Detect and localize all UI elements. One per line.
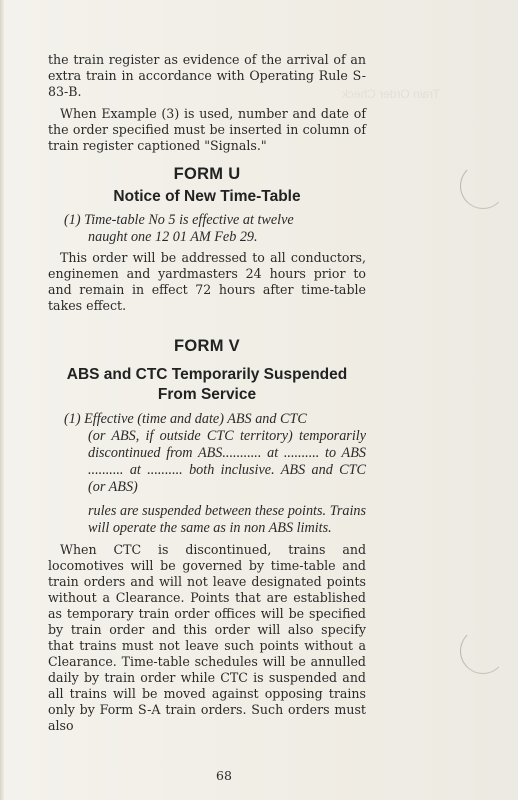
- form-v-subtitle: ABS and CTC Temporarily Suspended: [66, 366, 348, 383]
- paragraph: This order will be addressed to all conductors, enginemen and yardmasters 24 hours prior to and remain in effect 72 hours after time-table takes effect.: [48, 250, 366, 313]
- paragraph: When Example (3) is used, number and date of the order specified must be inserted in column of train register captioned "Signals.": [48, 106, 366, 153]
- show-through-text: Train Order Check: [341, 87, 440, 101]
- form-u-subtitle: Notice of New Time-Table: [113, 188, 301, 205]
- punch-hole: [460, 628, 506, 674]
- example-line: rules are suspended between these points. Trains will operate the same as in non ABS limits.: [88, 503, 366, 536]
- example-line: (1) Time-table No 5 is effective at twelve: [64, 212, 294, 228]
- page-number: 68: [216, 768, 232, 783]
- form-u-title: FORM U: [173, 165, 241, 183]
- punch-hole: [460, 163, 506, 209]
- paragraph: the train register as evidence of the arrival of an extra train in accordance with Operating Rule S-83-B.: [48, 52, 366, 99]
- example-line: (or ABS, if outside CTC territory) temporarily discontinued from ABS........... at .......... to ABS .......... at .......... both inclusive. ABS and CTC (or ABS): [88, 428, 366, 495]
- example-line: (1) Effective (time and date) ABS and CTC: [64, 411, 307, 427]
- page-body: [48, 52, 366, 734]
- paragraph: When CTC is discontinued, trains and locomotives will be governed by time-table and train orders and will not leave designated points without a Clearance. Points that are established as temporary train order offices will be specified by train order and this order will also specify that trains must not leave such points without a Clearance. Time-table schedules will be annulled daily by train order while CTC is suspended and all trains will be moved against opposing trains only by Form S-A train orders. Such orders must also: [48, 542, 366, 733]
- form-u-example: [48, 212, 366, 246]
- example-line: naught one 12 01 AM Feb 29.: [88, 229, 258, 245]
- form-v-subtitle: From Service: [157, 386, 257, 403]
- form-v-example: [48, 411, 366, 537]
- binding-edge: [0, 0, 4, 800]
- form-v-title: FORM V: [174, 337, 240, 355]
